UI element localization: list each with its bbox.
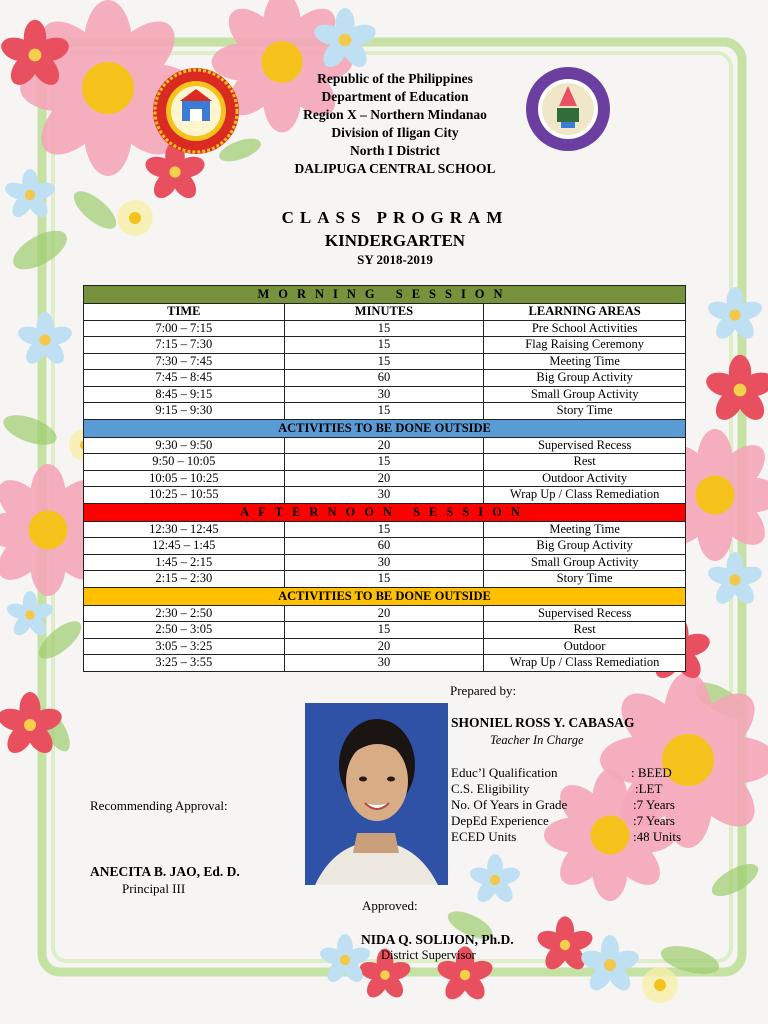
column-header-row xyxy=(84,304,686,321)
eligibility-value: :LET xyxy=(635,781,663,796)
learning-area-cell: Flag Raising Ceremony xyxy=(484,337,686,354)
eligibility-label: C.S. Eligibility xyxy=(451,781,530,796)
schedule-row xyxy=(84,437,686,454)
time-cell: 2:15 – 2:30 xyxy=(84,571,285,588)
header-line-school: DALIPUGA CENTRAL SCHOOL xyxy=(294,161,496,176)
schedule-row xyxy=(84,370,686,387)
minutes-cell: 20 xyxy=(284,605,484,622)
time-cell: 7:15 – 7:30 xyxy=(84,337,285,354)
minutes-cell: 15 xyxy=(284,571,484,588)
eced-units-value: :48 Units xyxy=(633,829,682,844)
prepared-by-label: Prepared by: xyxy=(450,683,517,698)
years-in-grade-value: :7 Years xyxy=(633,797,675,812)
time-cell: 10:05 – 10:25 xyxy=(84,470,285,487)
time-cell: 12:45 – 1:45 xyxy=(84,538,285,555)
learning-area-cell: Meeting Time xyxy=(484,521,686,538)
learning-area-cell: Rest xyxy=(484,622,686,639)
schedule-row xyxy=(84,538,686,555)
deped-experience-value: :7 Years xyxy=(633,813,675,828)
learning-area-cell: Supervised Recess xyxy=(484,605,686,622)
time-cell: 2:50 – 3:05 xyxy=(84,622,285,639)
learning-area-cell: Story Time xyxy=(484,571,686,588)
schedule-row xyxy=(84,622,686,639)
learning-area-cell: Pre School Activities xyxy=(484,320,686,337)
supervisor-name: NIDA Q. SOLIJON, Ph.D. xyxy=(361,932,514,947)
learning-area-cell: Story Time xyxy=(484,403,686,420)
time-cell: 9:15 – 9:30 xyxy=(84,403,285,420)
afternoon-session-band-label: AFTERNOON SESSION xyxy=(84,503,686,521)
schedule-row xyxy=(84,337,686,354)
time-column-header: TIME xyxy=(84,304,285,321)
schedule-row xyxy=(84,403,686,420)
qualification-value: : BEED xyxy=(631,765,672,780)
learning-area-cell: Small Group Activity xyxy=(484,554,686,571)
schedule-row xyxy=(84,554,686,571)
learning-area-cell: Small Group Activity xyxy=(484,386,686,403)
eced-units-label: ECED Units xyxy=(451,829,517,844)
minutes-cell: 15 xyxy=(284,521,484,538)
teacher-role: Teacher In Charge xyxy=(490,733,584,747)
time-cell: 7:45 – 8:45 xyxy=(84,370,285,387)
minutes-cell: 30 xyxy=(284,386,484,403)
learning-areas-column-header: LEARNING AREAS xyxy=(484,304,686,321)
header-line-region: Region X – Northern Mindanao xyxy=(303,107,487,122)
time-cell: 12:30 – 12:45 xyxy=(84,521,285,538)
minutes-cell: 20 xyxy=(284,470,484,487)
school-seal-logo xyxy=(152,67,240,155)
schedule-row xyxy=(84,487,686,504)
learning-area-cell: Supervised Recess xyxy=(484,437,686,454)
schedule-body xyxy=(84,286,686,672)
principal-role: Principal III xyxy=(122,881,186,896)
minutes-column-header: MINUTES xyxy=(284,304,484,321)
time-cell: 3:25 – 3:55 xyxy=(84,655,285,672)
time-cell: 7:00 – 7:15 xyxy=(84,320,285,337)
learning-area-cell: Outdoor Activity xyxy=(484,470,686,487)
header-line-republic: Republic of the Philippines xyxy=(317,71,473,86)
schedule-row xyxy=(84,638,686,655)
schedule-row xyxy=(84,605,686,622)
outside-activities-band xyxy=(84,419,686,437)
outside-activities-band-2-label: ACTIVITIES TO BE DONE OUTSIDE xyxy=(84,587,686,605)
time-cell: 3:05 – 3:25 xyxy=(84,638,285,655)
learning-area-cell: Wrap Up / Class Remediation xyxy=(484,655,686,672)
minutes-cell: 15 xyxy=(284,454,484,471)
grade-level-title: KINDERGARTEN xyxy=(324,231,466,250)
learning-area-cell: Big Group Activity xyxy=(484,370,686,387)
minutes-cell: 20 xyxy=(284,638,484,655)
schedule-row xyxy=(84,353,686,370)
time-cell: 7:30 – 7:45 xyxy=(84,353,285,370)
minutes-cell: 20 xyxy=(284,437,484,454)
outside-activities-band-2 xyxy=(84,587,686,605)
schedule-row xyxy=(84,470,686,487)
outside-activities-band-label: ACTIVITIES TO BE DONE OUTSIDE xyxy=(84,419,686,437)
time-cell: 9:50 – 10:05 xyxy=(84,454,285,471)
minutes-cell: 15 xyxy=(284,353,484,370)
learning-area-cell: Wrap Up / Class Remediation xyxy=(484,487,686,504)
time-cell: 8:45 – 9:15 xyxy=(84,386,285,403)
qualification-label: Educ’l Qualification xyxy=(451,765,558,780)
header-line-district: North I District xyxy=(350,143,440,158)
time-cell: 2:30 – 2:50 xyxy=(84,605,285,622)
minutes-cell: 30 xyxy=(284,487,484,504)
teacher-photo xyxy=(305,703,448,885)
minutes-cell: 15 xyxy=(284,622,484,639)
deped-experience-label: DepEd Experience xyxy=(451,813,549,828)
class-schedule-table xyxy=(83,285,686,672)
schedule-row xyxy=(84,571,686,588)
approved-label: Approved: xyxy=(362,898,418,913)
morning-session-band xyxy=(84,286,686,304)
time-cell: 10:25 – 10:55 xyxy=(84,487,285,504)
minutes-cell: 15 xyxy=(284,403,484,420)
header-line-division: Division of Iligan City xyxy=(331,125,459,140)
learning-area-cell: Rest xyxy=(484,454,686,471)
minutes-cell: 60 xyxy=(284,370,484,387)
afternoon-session-band xyxy=(84,503,686,521)
minutes-cell: 15 xyxy=(284,337,484,354)
time-cell: 1:45 – 2:15 xyxy=(84,554,285,571)
schedule-row xyxy=(84,454,686,471)
recommending-approval-label: Recommending Approval: xyxy=(90,798,228,813)
schedule-row xyxy=(84,320,686,337)
document-title: CLASS PROGRAM xyxy=(281,208,509,227)
minutes-cell: 30 xyxy=(284,554,484,571)
schedule-row xyxy=(84,386,686,403)
learning-area-cell: Meeting Time xyxy=(484,353,686,370)
supervisor-role: District Supervisor xyxy=(381,948,476,962)
morning-session-band-label: MORNING SESSION xyxy=(84,286,686,304)
school-year: SY 2018-2019 xyxy=(357,252,433,267)
principal-name: ANECITA B. JAO, Ed. D. xyxy=(90,864,240,879)
schedule-row xyxy=(84,521,686,538)
minutes-cell: 30 xyxy=(284,655,484,672)
minutes-cell: 15 xyxy=(284,320,484,337)
teacher-name: SHONIEL ROSS Y. CABASAG xyxy=(451,715,635,730)
learning-area-cell: Big Group Activity xyxy=(484,538,686,555)
learning-area-cell: Outdoor xyxy=(484,638,686,655)
minutes-cell: 60 xyxy=(284,538,484,555)
time-cell: 9:30 – 9:50 xyxy=(84,437,285,454)
schedule-row xyxy=(84,655,686,672)
header-line-deped: Department of Education xyxy=(321,89,469,104)
years-in-grade-label: No. Of Years in Grade xyxy=(451,797,568,812)
